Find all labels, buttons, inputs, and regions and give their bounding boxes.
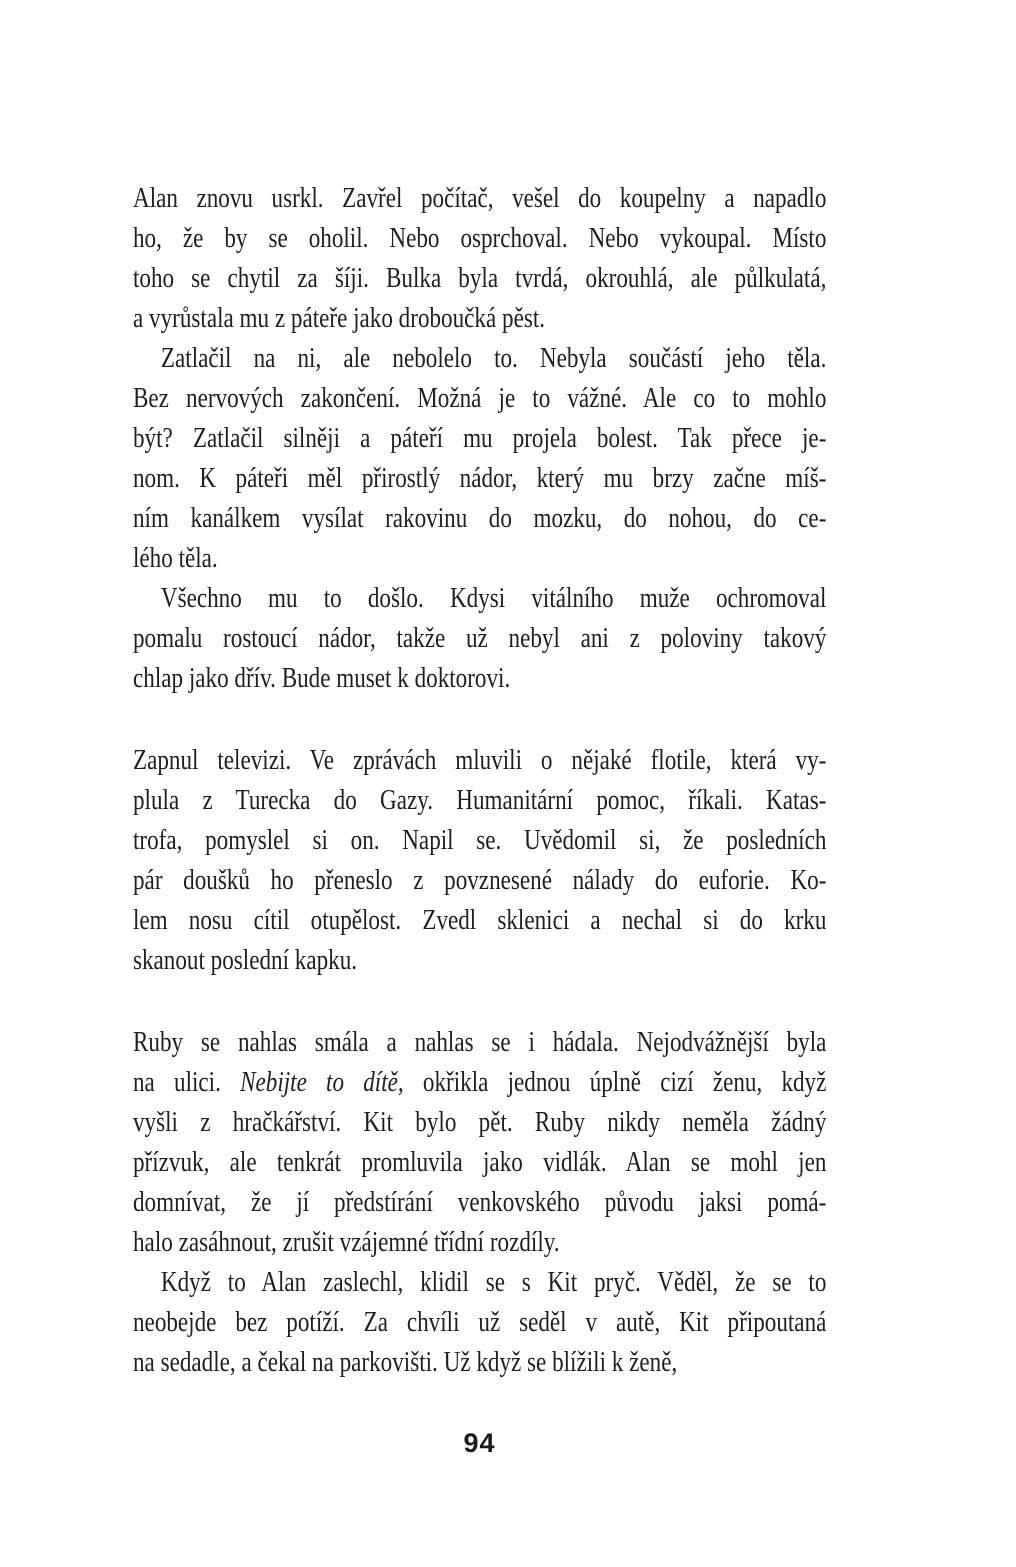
- text-line: Alan znovu usrkl. Zavřel počítač, vešel do koupelny a napadlo: [133, 182, 827, 214]
- paragraph-spacer: [133, 980, 826, 1022]
- text-line: chlap jako dřív. Bude muset k doktorovi.: [133, 662, 511, 694]
- text-line: plula z Turecka do Gazy. Humanitární pomoc, říkali. Katas-: [133, 784, 827, 816]
- text-line: pár doušků ho přeneslo z povznesené nálady do euforie. Ko-: [133, 864, 827, 896]
- text-line: [133, 1062, 826, 1102]
- text-line: neobejde bez potíží. Za chvíli už seděl v autě, Kit připoutaná: [133, 1306, 827, 1338]
- italic-text-segment: Nebijte to dítě,: [240, 1066, 404, 1098]
- text-segment: na ulici.: [133, 1066, 241, 1098]
- text-line: halo zasáhnout, zrušit vzájemné třídní rozdíly.: [133, 1226, 560, 1258]
- text-line: trofa, pomyslel si on. Napil se. Uvědomil si, že posledních: [133, 824, 827, 856]
- text-line: přízvuk, ale tenkrát promluvila jako vidlák. Alan se mohl jen: [133, 1146, 827, 1178]
- text-line: skanout poslední kapku.: [133, 944, 358, 976]
- text-line: Všechno mu to došlo. Kdysi vitálního muže ochromoval: [160, 582, 827, 614]
- text-line: lem nosu cítil otupělost. Zvedl sklenici a nechal si do krku: [133, 904, 827, 936]
- text-line: Když to Alan zaslechl, klidil se s Kit pryč. Věděl, že se to: [160, 1266, 827, 1298]
- paragraph: [133, 338, 826, 578]
- text-line: Zapnul televizi. Ve zprávách mluvili o nějaké flotile, která vy-: [133, 744, 827, 776]
- paragraph: [133, 578, 826, 698]
- page-text: [133, 178, 826, 1382]
- paragraph: [133, 1262, 826, 1382]
- page-number: 94: [463, 1428, 496, 1458]
- text-line: vyšli z hračkářství. Kit bylo pět. Ruby nikdy neměla žádný: [133, 1106, 827, 1138]
- paragraph: [133, 740, 826, 980]
- text-line: Zatlačil na ni, ale nebolelo to. Nebyla součástí jeho těla.: [160, 342, 827, 374]
- text-line: na sedadle, a čekal na parkovišti. Už když se blížili k ženě,: [133, 1346, 678, 1378]
- text-line: domnívat, že jí předstírání venkovského původu jaksi pomá-: [133, 1186, 827, 1218]
- text-line: Bez nervových zakončení. Možná je to vážné. Ale co to mohlo: [133, 382, 827, 414]
- text-line: Ruby se nahlas smála a nahlas se i hádala. Nejodvážnější byla: [133, 1026, 827, 1058]
- text-line: být? Zatlačil silněji a páteří mu projela bolest. Tak přece je-: [133, 422, 827, 454]
- text-segment: okřikla jednou úplně cizí ženu, když: [403, 1066, 827, 1098]
- text-line: lého těla.: [133, 542, 218, 574]
- text-line: ho, že by se oholil. Nebo osprchoval. Nebo vykoupal. Místo: [133, 222, 827, 254]
- paragraph: [133, 1022, 826, 1262]
- text-line: ním kanálkem vysílat rakovinu do mozku, do nohou, do ce-: [133, 502, 827, 534]
- text-line: pomalu rostoucí nádor, takže už nebyl ani z poloviny takový: [133, 622, 827, 654]
- paragraph: [133, 178, 826, 338]
- paragraph-spacer: [133, 698, 826, 740]
- text-line: nom. K páteři měl přirostlý nádor, který mu brzy začne míš-: [133, 462, 827, 494]
- text-line: a vyrůstala mu z páteře jako droboučká pěst.: [133, 302, 546, 334]
- text-line: toho se chytil za šíji. Bulka byla tvrdá, okrouhlá, ale půlkulatá,: [133, 262, 827, 294]
